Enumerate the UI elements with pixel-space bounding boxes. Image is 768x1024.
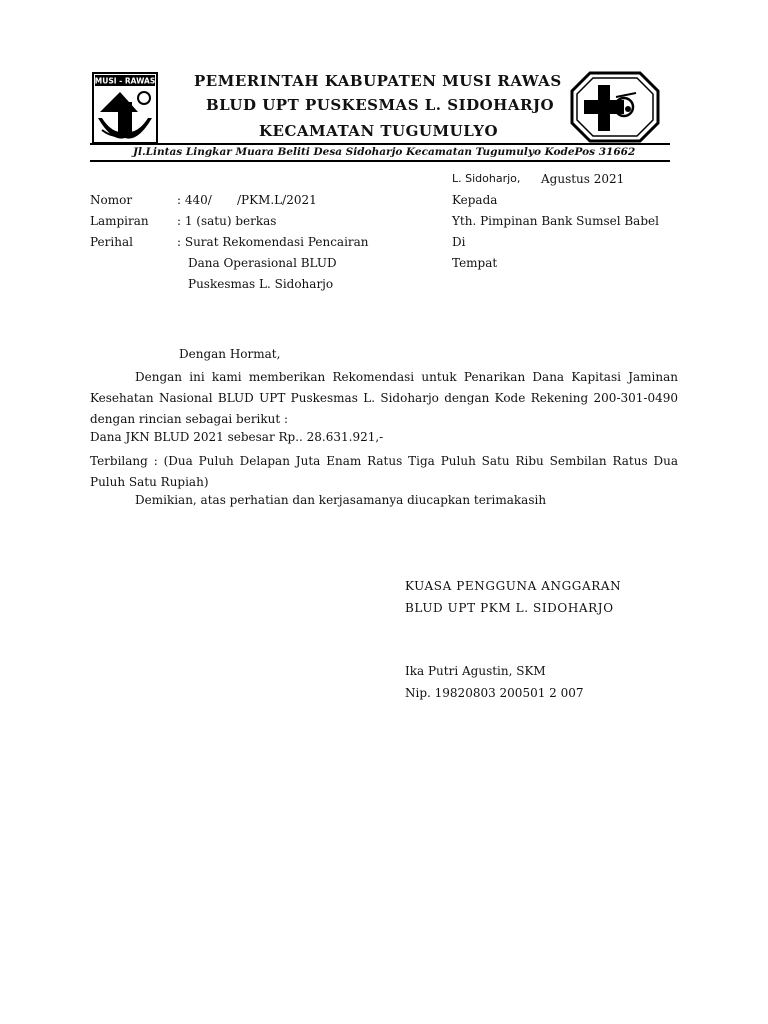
signature-title-2: BLUD UPT PKM L. SIDOHARJO (405, 601, 614, 615)
letter-date: Agustus 2021 (541, 172, 625, 186)
closing-line: Demikian, atas perhatian dan kerjasamanya diucapkan terimakasih (135, 493, 547, 507)
perihal-line-3: Puskesmas L. Sidoharjo (188, 277, 334, 291)
dana-line: Dana JKN BLUD 2021 sebesar Rp.. 28.631.921,- (90, 430, 384, 444)
lampiran-value: : 1 (satu) berkas (177, 214, 277, 228)
letterhead-top-rule (90, 143, 670, 145)
recipient-kepada: Kepada (452, 193, 498, 207)
lampiran-label: Lampiran (90, 214, 149, 228)
signatory-nip: Nip. 19820803 200501 2 007 (405, 686, 584, 700)
nomor-value: : 440/ (177, 193, 212, 207)
nomor-value-suffix: /PKM.L/2021 (237, 193, 317, 207)
letterhead-address: Jl.Lintas Lingkar Muara Beliti Desa Sidoharjo Kecamatan Tugumulyo KodePos 31662 (133, 146, 636, 158)
letterhead-line-1: PEMERINTAH KABUPATEN MUSI RAWAS (194, 72, 562, 90)
regency-logo (92, 72, 158, 144)
body-paragraph: Dengan ini kami memberikan Rekomendasi untuk Penarikan Dana Kapitasi Jaminan Kesehatan Nasional BLUD UPT Puskesmas L. Sidoharjo dengan Kode Rekening 200-301-0490 dengan rincian sebagai berikut : (90, 370, 678, 426)
letterhead-bottom-rule (90, 160, 670, 162)
logo-text: MUSI - RAWAS (94, 76, 156, 86)
perihal-line-1: : Surat Rekomendasi Pencairan (177, 235, 369, 249)
signatory-name: Ika Putri Agustin, SKM (405, 664, 546, 678)
recipient-di: Di (452, 235, 466, 249)
recipient-tempat: Tempat (452, 256, 498, 270)
signature-title-1: KUASA PENGGUNA ANGGARAN (405, 579, 622, 593)
perihal-line-2: Dana Operasional BLUD (188, 256, 337, 270)
nomor-label: Nomor (90, 193, 133, 207)
terbilang-line: Terbilang : (Dua Puluh Delapan Juta Enam Ratus Tiga Puluh Satu Ribu Sembilan Ratus Dua Puluh Satu Rupiah) (90, 454, 678, 489)
letterhead-line-3: KECAMATAN TUGUMULYO (259, 122, 499, 140)
letter-place: L. Sidoharjo, (452, 172, 521, 185)
perihal-label: Perihal (90, 235, 133, 249)
salutation: Dengan Hormat, (179, 347, 281, 361)
letterhead-line-2: BLUD UPT PUSKESMAS L. SIDOHARJO (206, 96, 555, 114)
recipient-name: Yth. Pimpinan Bank Sumsel Babel (452, 214, 659, 228)
puskesmas-logo (570, 71, 660, 143)
